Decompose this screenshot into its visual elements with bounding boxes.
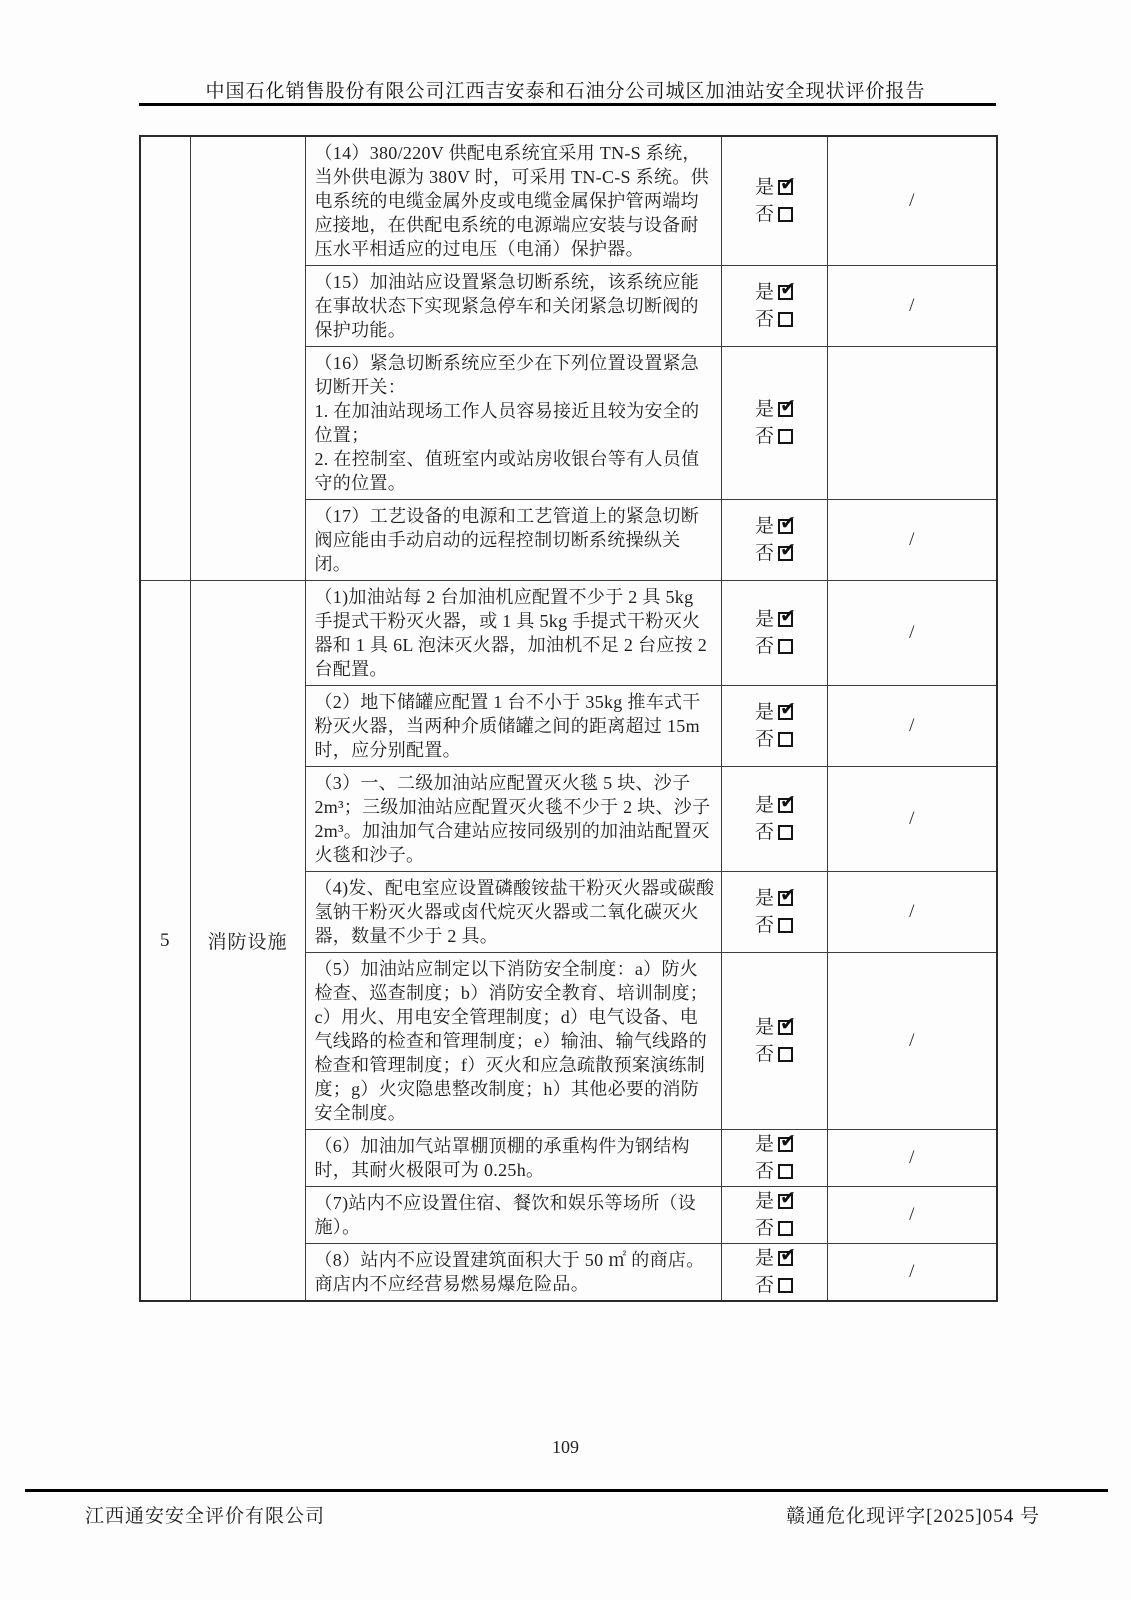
- yes-checkbox[interactable]: [778, 519, 793, 534]
- checkbox-cell: [721, 953, 827, 1130]
- yes-checkbox[interactable]: [778, 1137, 793, 1152]
- no-label: 否: [754, 822, 775, 843]
- requirement-text: （16）紧急切断系统应至少在下列位置设置紧急切断开关： 1. 在加油站现场工作人员容易接近且较为安全的位置； 2. 在控制室、值班室内或站房收银台等有人员值守的位置。: [305, 347, 721, 500]
- requirement-text: （8）站内不应设置建筑面积大于 50 ㎡ 的商店。商店内不应经营易燃易爆危险品。: [305, 1244, 721, 1302]
- yes-checkbox[interactable]: [778, 180, 793, 195]
- yes-checkbox[interactable]: [778, 705, 793, 720]
- no-checkbox[interactable]: [778, 429, 793, 444]
- no-checkbox[interactable]: [778, 1047, 793, 1062]
- yes-label: 是: [754, 702, 775, 723]
- evaluation-result: /: [827, 686, 997, 767]
- yes-checkbox[interactable]: [778, 402, 793, 417]
- footer-company: 江西通安安全评价有限公司: [85, 1506, 326, 1527]
- yes-checkbox[interactable]: [778, 612, 793, 627]
- no-label: 否: [754, 636, 775, 657]
- no-checkbox[interactable]: [778, 312, 793, 327]
- no-checkbox[interactable]: [778, 1221, 793, 1236]
- no-label: 否: [754, 1044, 775, 1065]
- evaluation-result: /: [827, 872, 997, 953]
- yes-label: 是: [754, 1191, 775, 1212]
- yes-checkbox[interactable]: [778, 891, 793, 906]
- evaluation-result: /: [827, 500, 997, 581]
- requirement-text: （17）工艺设备的电源和工艺管道上的紧急切断阀应能由手动启动的远程控制切断系统操纵关闭。: [305, 500, 721, 581]
- checkbox-cell: [721, 347, 827, 500]
- evaluation-result: /: [827, 1244, 997, 1302]
- no-label: 否: [754, 1275, 775, 1296]
- no-checkbox[interactable]: [778, 639, 793, 654]
- no-label: 否: [754, 729, 775, 750]
- section-category-cell: [190, 136, 305, 581]
- yes-checkbox[interactable]: [778, 1251, 793, 1266]
- yes-label: 是: [754, 177, 775, 198]
- yes-label: 是: [754, 1248, 775, 1269]
- yes-label: 是: [754, 1134, 775, 1155]
- no-label: 否: [754, 426, 775, 447]
- footer: [25, 1501, 1108, 1528]
- no-label: 否: [754, 543, 775, 564]
- requirement-text: （4)发、配电室应设置磷酸铵盐干粉灭火器或碳酸氢钠干粉灭火器或卤代烷灭火器或二氧化碳灭火器，数量不少于 2 具。: [305, 872, 721, 953]
- no-label: 否: [754, 309, 775, 330]
- yes-label: 是: [754, 282, 775, 303]
- no-label: 否: [754, 1218, 775, 1239]
- section-number-cell: 5: [140, 581, 190, 1302]
- no-checkbox[interactable]: [778, 918, 793, 933]
- table-row: [140, 136, 997, 266]
- requirement-text: （5）加油站应制定以下消防安全制度：a）防火检查、巡查制度；b）消防安全教育、培训制度；c）用火、用电安全管理制度；d）电气设备、电气线路的检查和管理制度；e）输油、输气线路的检查和管理制度；f）灭火和应急疏散预案演练制度；g）火灾隐患整改制度；h）其他必要的消防安全制度。: [305, 953, 721, 1130]
- no-label: 否: [754, 1161, 775, 1182]
- no-checkbox[interactable]: [778, 1164, 793, 1179]
- no-checkbox[interactable]: [778, 207, 793, 222]
- checkbox-cell: [721, 1244, 827, 1302]
- requirement-text: （1)加油站每 2 台加油机应配置不少于 2 具 5kg 手提式干粉灭火器，或 1 具 5kg 手提式干粉灭火器和 1 具 6L 泡沫灭火器，加油机不足 2 台应按 2 台配置。: [305, 581, 721, 686]
- yes-checkbox[interactable]: [778, 1020, 793, 1035]
- yes-checkbox[interactable]: [778, 798, 793, 813]
- evaluation-result: /: [827, 767, 997, 872]
- no-checkbox[interactable]: [778, 1278, 793, 1293]
- section-number-cell: [140, 136, 190, 581]
- page-number: 109: [552, 1437, 579, 1457]
- no-checkbox[interactable]: [778, 732, 793, 747]
- yes-label: 是: [754, 399, 775, 420]
- safety-checklist-table: [139, 135, 998, 1302]
- yes-label: 是: [754, 516, 775, 537]
- checkbox-cell: [721, 1187, 827, 1244]
- table-row: [140, 581, 997, 686]
- checkbox-cell: [721, 767, 827, 872]
- evaluation-result: /: [827, 581, 997, 686]
- evaluation-result: /: [827, 953, 997, 1130]
- footer-divider: [25, 1489, 1108, 1492]
- evaluation-result: /: [827, 1187, 997, 1244]
- checkbox-cell: [721, 581, 827, 686]
- no-checkbox[interactable]: [778, 825, 793, 840]
- evaluation-result: /: [827, 266, 997, 347]
- section-category-cell: 消防设施: [190, 581, 305, 1302]
- report-title: 中国石化销售股份有限公司江西吉安泰和石油分公司城区加油站安全现状评价报告: [205, 81, 926, 102]
- checkbox-cell: [721, 136, 827, 266]
- no-label: 否: [754, 915, 775, 936]
- yes-label: 是: [754, 609, 775, 630]
- checklist-table-container: [139, 135, 996, 1302]
- requirement-text: （7)站内不应设置住宿、餐饮和娱乐等场所（设施）。: [305, 1187, 721, 1244]
- requirement-text: （3）一、二级加油站应配置灭火毯 5 块、沙子 2m³；三级加油站应配置灭火毯不少于 2 块、沙子 2m³。加油加气合建站应按同级别的加油站配置灭火毯和沙子。: [305, 767, 721, 872]
- requirement-text: （6）加油加气站罩棚顶棚的承重构件为钢结构时，其耐火极限可为 0.25h。: [305, 1130, 721, 1187]
- checkbox-cell: [721, 686, 827, 767]
- yes-checkbox[interactable]: [778, 285, 793, 300]
- requirement-text: （2）地下储罐应配置 1 台不小于 35kg 推车式干粉灭火器，当两种介质储罐之间的距离超过 15m 时，应分别配置。: [305, 686, 721, 767]
- checkbox-cell: [721, 266, 827, 347]
- footer-doc-number: 赣通危化现评字[2025]054 号: [786, 1506, 1040, 1527]
- evaluation-result: /: [827, 1130, 997, 1187]
- evaluation-result: /: [827, 136, 997, 266]
- yes-label: 是: [754, 1017, 775, 1038]
- checkbox-cell: [721, 872, 827, 953]
- checkbox-cell: [721, 500, 827, 581]
- yes-label: 是: [754, 795, 775, 816]
- yes-label: 是: [754, 888, 775, 909]
- no-label: 否: [754, 204, 775, 225]
- checkbox-cell: [721, 1130, 827, 1187]
- requirement-text: （15）加油站应设置紧急切断系统，该系统应能在事故状态下实现紧急停车和关闭紧急切断阀的保护功能。: [305, 266, 721, 347]
- evaluation-result: [827, 347, 997, 500]
- yes-checkbox[interactable]: [778, 1194, 793, 1209]
- header-divider: [139, 103, 996, 106]
- requirement-text: （14）380/220V 供配电系统宜采用 TN-S 系统，当外供电源为 380V 时，可采用 TN-C-S 系统。供电系统的电缆金属外皮或电缆金属保护管两端均应接地，在供配电系统的电源端应安装与设备耐压水平相适应的过电压（电涌）保护器。: [305, 136, 721, 266]
- no-checkbox[interactable]: [778, 546, 793, 561]
